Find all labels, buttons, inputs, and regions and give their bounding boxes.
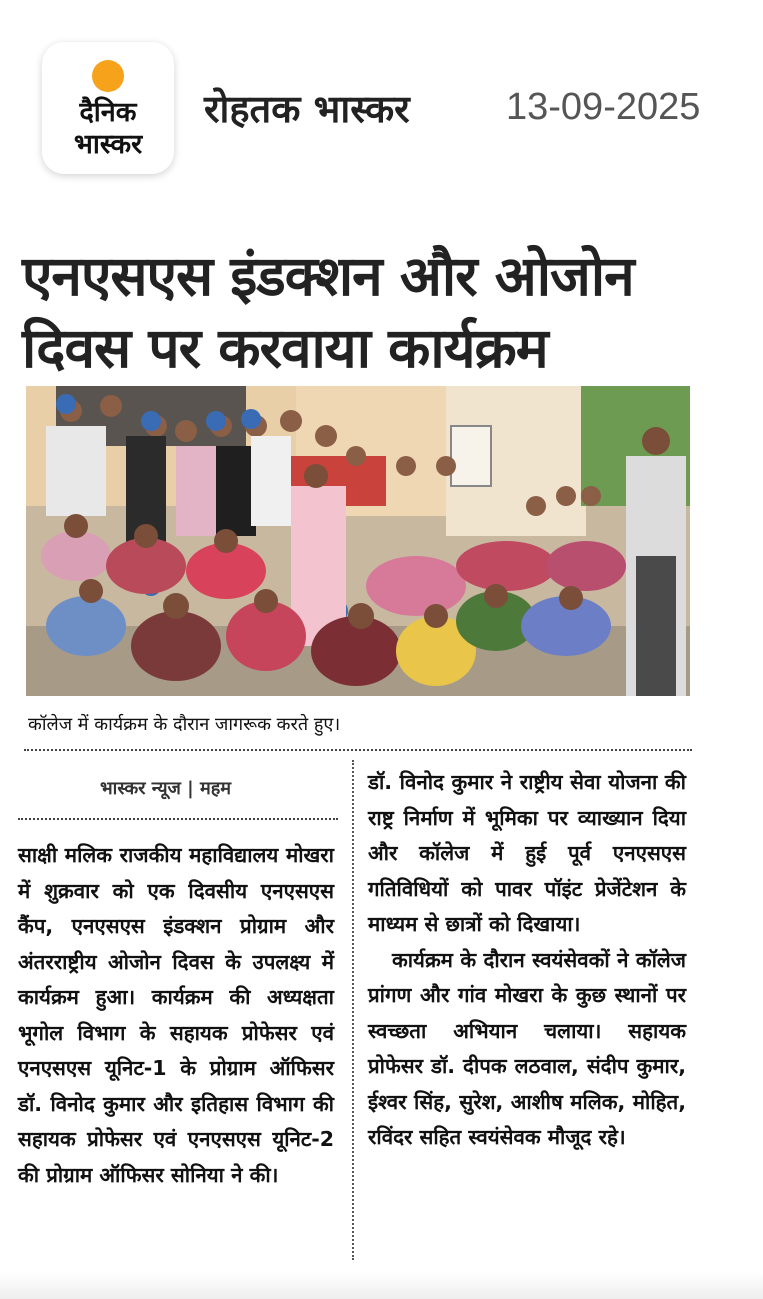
photo-caption: कॉलेज में कार्यक्रम के दौरान जागरूक करते हुए।	[28, 714, 341, 735]
paragraph: डॉ. विनोद कुमार ने राष्ट्रीय सेवा योजना की राष्ट्र निर्माण में भूमिका पर व्याख्यान दिया और कॉलेज में हुई पूर्व एनएसएस गतिविधियों को पावर पॉइंट प्रेजेंटेशन के माध्यम से छात्रों को दिखाया।	[368, 770, 686, 936]
headline-line2: दिवस पर करवाया कार्यक्रम	[22, 316, 548, 380]
paragraph: साक्षी मलिक राजकीय महाविद्यालय मोखरा में शुक्रवार को एक दिवसीय एनएसएस कैंप, एनएसएस इंडक्शन प्रोग्राम और अंतरराष्ट्रीय ओजोन दिवस के उपलक्ष्य में कार्यक्रम हुआ। कार्यक्रम की अध्यक्षता भूगोल विभाग के सहायक प्रोफेसर एवं एनएसएस यूनिट-1 के प्रोग्राम ऑफिसर डॉ. विनोद कुमार और इतिहास विभाग की सहायक प्रोफेसर एवं एनएसएस यूनिट-2 की प्रोग्राम ऑफिसर सोनिया ने की।	[18, 843, 334, 1187]
byline: भास्कर न्यूज | महम	[100, 778, 232, 799]
divider	[24, 749, 692, 751]
edition-name: रोहतक भास्कर	[204, 87, 410, 131]
article-column-right	[368, 765, 686, 1156]
headline-line1: एनएसएस इंडक्शन और ओजोन	[22, 244, 634, 308]
next-article-cutoff	[0, 1272, 763, 1299]
column-divider	[352, 760, 354, 1260]
article-headline	[22, 240, 702, 384]
sun-icon	[92, 60, 124, 92]
divider	[18, 818, 338, 820]
edition-date: 13-09-2025	[506, 86, 701, 128]
dainik-bhaskar-logo[interactable]	[42, 42, 174, 174]
event-photo[interactable]	[26, 386, 690, 696]
paragraph: कार्यक्रम के दौरान स्वयंसेवकों ने कॉलेज प्रांगण और गांव मोखरा के कुछ स्थानों पर स्वच्छता अभियान चलाया। सहायक प्रोफेसर डॉ. दीपक लठवाल, संदीप कुमार, ईश्वर सिंह, सुरेश, आशीष मलिक, मोहित, रविंदर सहित स्वयंसेवक मौजूद रहे।	[368, 947, 686, 1149]
article-column-left	[18, 838, 334, 1193]
logo-text-line2: भास्कर	[73, 129, 143, 160]
logo-text-line1: दैनिक	[79, 97, 137, 128]
app-header	[0, 0, 763, 210]
